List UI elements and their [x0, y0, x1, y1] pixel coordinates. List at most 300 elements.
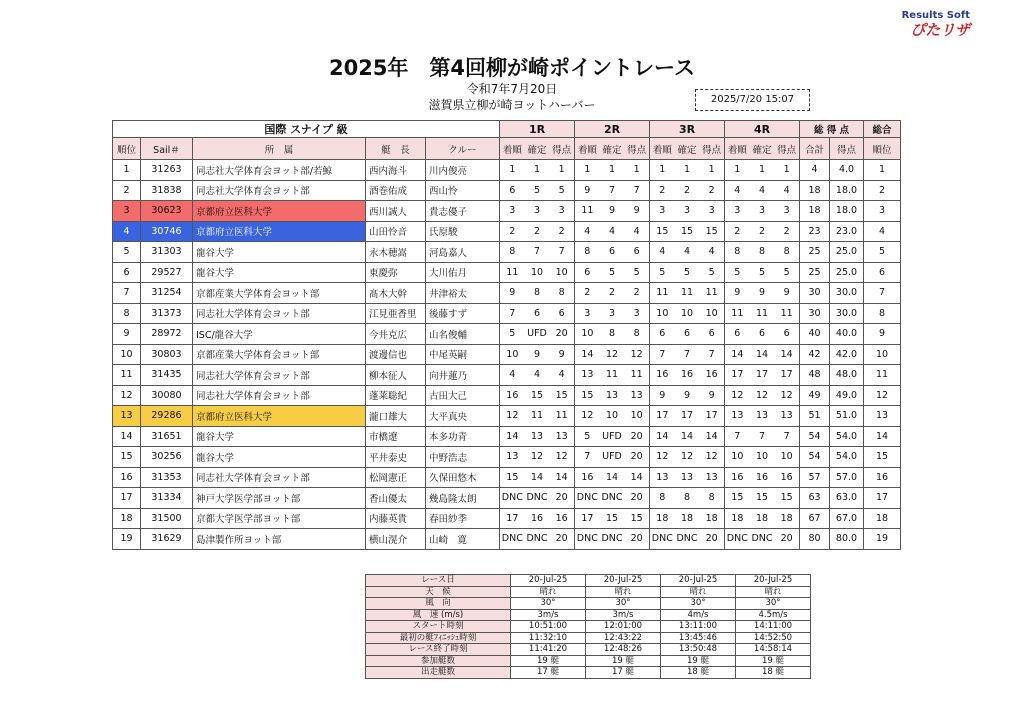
cell-sail: 29286: [141, 406, 193, 427]
race-value: 13: [680, 471, 694, 483]
cell-club: 神戸大学医学部ヨット部: [193, 488, 366, 509]
race-value: 2: [683, 184, 690, 196]
race-value: 7: [633, 184, 640, 196]
race-value: 10: [656, 307, 669, 319]
cell-total-sum: 80: [800, 529, 830, 550]
race-value: 18: [780, 512, 793, 524]
race-value: 8: [783, 246, 790, 258]
cell-overall-rank: 15: [864, 447, 901, 468]
race-subheader-label: 得点: [552, 144, 572, 156]
race-header-4: 4R: [725, 121, 800, 138]
cell-club: 島津製作所ヨット部: [193, 529, 366, 550]
race-value: 6: [533, 307, 540, 319]
cell-race-4: [725, 180, 800, 201]
race-value: 17: [656, 410, 669, 422]
cell-race-2: [575, 201, 650, 222]
cell-sail: 30803: [141, 344, 193, 365]
cell-sail: 31353: [141, 467, 193, 488]
logo: [902, 10, 970, 39]
race-value: 6: [659, 328, 666, 340]
cell-race-1: [500, 385, 575, 406]
table-row: [113, 385, 901, 406]
race-value: 8: [758, 246, 765, 258]
cell-crew: 久保田悠木: [426, 467, 500, 488]
info-value-race-2: 晴れ: [586, 586, 661, 598]
race-value: 12: [731, 389, 744, 401]
race-value: 12: [755, 389, 769, 401]
race-value: 10: [705, 307, 718, 319]
cell-rank: 19: [113, 529, 141, 550]
race-value: 17: [731, 369, 744, 381]
cell-crew: 河島嘉人: [426, 242, 500, 263]
race-value: 12: [680, 451, 694, 463]
cell-club: 京都府立医科大学: [193, 201, 366, 222]
cell-helm: 渡邊信也: [366, 344, 426, 365]
race-value: 7: [558, 246, 565, 258]
cell-crew: 大川佑月: [426, 262, 500, 283]
cell-crew: 本多功青: [426, 426, 500, 447]
cell-total-sum: 48: [800, 365, 830, 386]
table-row: [113, 221, 901, 242]
cell-club: 京都大学医学部ヨット部: [193, 508, 366, 529]
table-row: [113, 365, 901, 386]
race-value: 5: [734, 266, 741, 278]
info-label: 出走艇数: [366, 667, 511, 679]
race-value: 18: [731, 512, 744, 524]
table-row: [113, 160, 901, 181]
cell-club: 同志社大学体育会ヨット部: [193, 385, 366, 406]
race-value: 14: [581, 348, 594, 360]
cell-race-1: [500, 262, 575, 283]
race-value: 20: [555, 328, 568, 340]
race-value: 11: [605, 369, 619, 381]
race-value: 6: [558, 307, 565, 319]
cell-rank: 17: [113, 488, 141, 509]
total-subheader: 合計: [800, 138, 830, 160]
race-value: 16: [705, 369, 718, 381]
race-value: 12: [555, 451, 568, 463]
info-label: スタート時刻: [366, 621, 511, 633]
event-venue: 滋賀県立柳が崎ヨットハーバー: [428, 98, 596, 112]
info-value-race-2: 17 艇: [586, 667, 661, 679]
race-value: 15: [780, 492, 793, 504]
cell-total-points: 18.0: [830, 201, 864, 222]
cell-sail: 31373: [141, 303, 193, 324]
race-value: 2: [584, 287, 591, 299]
race-value: 11: [506, 266, 519, 278]
race-value: 20: [630, 533, 643, 545]
info-value-race-4: 18 艇: [736, 667, 811, 679]
cell-overall-rank: 3: [864, 201, 901, 222]
cell-race-4: [725, 242, 800, 263]
cell-sail: 30256: [141, 447, 193, 468]
race-value: 1: [584, 164, 591, 176]
table-row: [113, 283, 901, 304]
cell-club: 京都府立医科大学: [193, 221, 366, 242]
race-value: 18: [656, 512, 669, 524]
race-value: 4: [659, 246, 666, 258]
race-value: 11: [780, 307, 793, 319]
cell-club: 龍谷大学: [193, 262, 366, 283]
race-value: 9: [683, 389, 690, 401]
cell-crew: 古田大己: [426, 385, 500, 406]
cell-sail: 29527: [141, 262, 193, 283]
info-row: [366, 644, 811, 656]
info-value-race-1: 11:41:20: [511, 644, 586, 656]
race-value: 5: [633, 266, 640, 278]
race-value: 1: [783, 164, 790, 176]
race-subheader: [500, 138, 575, 160]
table-row: [113, 447, 901, 468]
race-value: 15: [656, 225, 669, 237]
cell-rank: 18: [113, 508, 141, 529]
cell-sail: 31435: [141, 365, 193, 386]
race-value: 11: [755, 307, 769, 319]
cell-overall-rank: 6: [864, 262, 901, 283]
info-value-race-2: 12:01:00: [586, 621, 661, 633]
cell-total-sum: 25: [800, 242, 830, 263]
cell-rank: 15: [113, 447, 141, 468]
info-value-race-4: 30°: [736, 598, 811, 610]
cell-club: 同志社大学体育会ヨット部: [193, 303, 366, 324]
race-value: 4: [758, 184, 765, 196]
race-value: 6: [734, 328, 741, 340]
race-value: 15: [630, 512, 643, 524]
race-value: 13: [630, 389, 643, 401]
race-subheader-label: 得点: [627, 144, 647, 156]
race-value: 9: [758, 287, 765, 299]
race-value: 4: [558, 369, 565, 381]
col-helm: 艇 長: [366, 138, 426, 160]
cell-helm: 西内海斗: [366, 160, 426, 181]
cell-rank: 4: [113, 221, 141, 242]
race-subheader-label: 着順: [652, 144, 672, 156]
race-value: 7: [509, 307, 516, 319]
race-value: 14: [630, 471, 643, 483]
cell-race-4: [725, 283, 800, 304]
table-row: [113, 406, 901, 427]
race-value: DNC: [651, 533, 673, 545]
race-value: 10: [555, 266, 568, 278]
cell-race-1: [500, 201, 575, 222]
info-value-race-1: 晴れ: [511, 586, 586, 598]
cell-total-sum: 30: [800, 303, 830, 324]
race-value: 7: [708, 348, 715, 360]
race-value: 16: [581, 471, 594, 483]
race-subheader-label: 得点: [702, 144, 722, 156]
race-value: 8: [708, 492, 715, 504]
cell-sail: 30080: [141, 385, 193, 406]
race-value: 17: [680, 410, 694, 422]
total-subheader: 得点: [830, 138, 864, 160]
info-value-race-4: 14:58:14: [736, 644, 811, 656]
cell-total-points: 42.0: [830, 344, 864, 365]
race-value: DNC: [726, 533, 748, 545]
cell-race-2: [575, 488, 650, 509]
info-value-race-2: 30°: [586, 598, 661, 610]
race-value: DNC: [601, 533, 623, 545]
cell-helm: 山田怜音: [366, 221, 426, 242]
cell-race-3: [650, 262, 725, 283]
cell-club: 同志社大学体育会ヨット部: [193, 467, 366, 488]
race-value: 2: [659, 184, 666, 196]
race-value: 2: [708, 184, 715, 196]
info-value-race-3: 20-Jul-25: [661, 575, 736, 587]
cell-race-3: [650, 385, 725, 406]
cell-overall-rank: 13: [864, 406, 901, 427]
race-subheader-label: 着順: [502, 144, 522, 156]
cell-race-4: [725, 406, 800, 427]
cell-helm: 瀧口雄大: [366, 406, 426, 427]
race-value: 2: [783, 225, 790, 237]
race-value: 3: [683, 205, 690, 217]
cell-race-1: [500, 447, 575, 468]
race-value: 9: [533, 348, 540, 360]
cell-total-sum: 49: [800, 385, 830, 406]
race-value: 5: [683, 266, 690, 278]
info-value-race-1: 3m/s: [511, 609, 586, 621]
table-row: [113, 180, 901, 201]
race-value: 5: [584, 430, 591, 442]
race-value: UFD: [527, 328, 547, 340]
race-subheader-label: 着順: [727, 144, 747, 156]
race-value: 11: [581, 205, 594, 217]
cell-club: 龍谷大学: [193, 242, 366, 263]
event-date: 令和7年7月20日: [466, 82, 558, 96]
cell-crew: 中尾英嗣: [426, 344, 500, 365]
race-value: 9: [708, 389, 715, 401]
race-value: 20: [555, 492, 568, 504]
race-value: 20: [780, 533, 793, 545]
race-value: 11: [530, 410, 544, 422]
cell-overall-rank: 2: [864, 180, 901, 201]
race-value: 5: [608, 266, 615, 278]
race-value: 13: [555, 430, 568, 442]
table-row: [113, 262, 901, 283]
info-value-race-3: 晴れ: [661, 586, 736, 598]
cell-club: 京都産業大学体育会ヨット部: [193, 283, 366, 304]
race-value: 12: [605, 348, 619, 360]
info-row: [366, 609, 811, 621]
info-label: 天 候: [366, 586, 511, 598]
table-row: [113, 488, 901, 509]
cell-race-2: [575, 262, 650, 283]
race-value: 7: [758, 430, 765, 442]
race-subheader: [650, 138, 725, 160]
race-value: 16: [680, 369, 694, 381]
class-name: 国際 スナイプ 級: [113, 121, 500, 138]
race-value: 8: [558, 287, 565, 299]
race-value: DNC: [601, 492, 623, 504]
cell-rank: 3: [113, 201, 141, 222]
race-value: 12: [780, 389, 793, 401]
cell-race-4: [725, 488, 800, 509]
info-value-race-3: 13:45:46: [661, 632, 736, 644]
cell-overall-rank: 1: [864, 160, 901, 181]
race-value: 2: [734, 225, 741, 237]
race-value: 8: [659, 492, 666, 504]
race-value: 17: [780, 369, 793, 381]
race-value: 14: [680, 430, 694, 442]
race-value: 18: [755, 512, 769, 524]
race-value: DNC: [501, 533, 523, 545]
cell-crew: 西山怜: [426, 180, 500, 201]
race-subheader-label: 確定: [527, 144, 547, 156]
cell-rank: 14: [113, 426, 141, 447]
race-value: 16: [555, 512, 568, 524]
cell-total-sum: 54: [800, 447, 830, 468]
cell-race-1: [500, 467, 575, 488]
race-value: 13: [506, 451, 519, 463]
cell-total-points: 67.0: [830, 508, 864, 529]
logo-text: Results Soft: [901, 10, 970, 21]
race-value: 3: [758, 205, 765, 217]
print-timestamp: 2025/7/20 15:07: [695, 89, 810, 111]
race-value: 20: [555, 533, 568, 545]
info-value-race-4: 14:11:00: [736, 621, 811, 633]
race-value: 9: [659, 389, 666, 401]
race-value: 6: [608, 246, 615, 258]
cell-total-sum: 42: [800, 344, 830, 365]
info-value-race-4: 14:52:50: [736, 632, 811, 644]
cell-total-sum: 63: [800, 488, 830, 509]
cell-total-points: 25.0: [830, 242, 864, 263]
race-value: 8: [608, 328, 615, 340]
cell-total-points: 80.0: [830, 529, 864, 550]
cell-race-1: [500, 344, 575, 365]
race-value: 4: [633, 225, 640, 237]
cell-rank: 13: [113, 406, 141, 427]
race-value: 2: [608, 287, 615, 299]
race-value: 8: [509, 246, 516, 258]
cell-race-3: [650, 324, 725, 345]
race-value: 10: [581, 328, 594, 340]
table-row: [113, 467, 901, 488]
info-value-race-1: 11:32:10: [511, 632, 586, 644]
race-value: 1: [633, 164, 640, 176]
race-value: UFD: [602, 451, 622, 463]
race-value: 14: [656, 430, 669, 442]
race-subheader-label: 確定: [602, 144, 622, 156]
race-value: 14: [731, 348, 744, 360]
cell-race-1: [500, 365, 575, 386]
overall-subheader: 順位: [864, 138, 901, 160]
cell-race-2: [575, 385, 650, 406]
cell-rank: 9: [113, 324, 141, 345]
race-value: 6: [683, 328, 690, 340]
info-value-race-1: 20-Jul-25: [511, 575, 586, 587]
race-value: 4: [734, 184, 741, 196]
race-value: 2: [633, 287, 640, 299]
cell-race-3: [650, 180, 725, 201]
cell-helm: 香山優太: [366, 488, 426, 509]
cell-race-1: [500, 508, 575, 529]
cell-crew: 春田紗季: [426, 508, 500, 529]
race-value: 5: [533, 184, 540, 196]
cell-total-sum: 51: [800, 406, 830, 427]
cell-helm: 今井克広: [366, 324, 426, 345]
info-row: [366, 621, 811, 633]
cell-overall-rank: 19: [864, 529, 901, 550]
race-value: DNC: [676, 533, 698, 545]
race-value: 1: [758, 164, 765, 176]
cell-overall-rank: 5: [864, 242, 901, 263]
race-value: 1: [533, 164, 540, 176]
table-row: [113, 529, 901, 550]
race-value: 7: [783, 430, 790, 442]
cell-sail: 31254: [141, 283, 193, 304]
race-value: 3: [608, 307, 615, 319]
cell-race-3: [650, 365, 725, 386]
race-value: 10: [680, 307, 694, 319]
cell-helm: 江見亜香里: [366, 303, 426, 324]
race-value: 3: [558, 205, 565, 217]
race-value: 7: [533, 246, 540, 258]
table-row: [113, 324, 901, 345]
cell-total-sum: 40: [800, 324, 830, 345]
cell-rank: 1: [113, 160, 141, 181]
info-value-race-3: 19 艇: [661, 655, 736, 667]
race-value: 8: [734, 246, 741, 258]
race-value: 4: [533, 369, 540, 381]
race-value: 3: [633, 307, 640, 319]
race-value: 18: [680, 512, 694, 524]
race-value: 12: [581, 410, 594, 422]
race-value: 1: [734, 164, 741, 176]
total-header: 総 得 点: [800, 121, 864, 138]
cell-race-4: [725, 365, 800, 386]
race-value: 14: [530, 471, 544, 483]
race-value: 7: [659, 348, 666, 360]
cell-helm: 西川誠人: [366, 201, 426, 222]
race-value: 5: [783, 266, 790, 278]
race-value: 4: [708, 246, 715, 258]
cell-total-points: 23.0: [830, 221, 864, 242]
race-value: 14: [705, 430, 718, 442]
race-value: 16: [656, 369, 669, 381]
info-value-race-1: 17 艇: [511, 667, 586, 679]
cell-race-4: [725, 262, 800, 283]
cell-race-1: [500, 221, 575, 242]
cell-sail: 31500: [141, 508, 193, 529]
cell-race-3: [650, 447, 725, 468]
cell-total-sum: 18: [800, 201, 830, 222]
cell-race-3: [650, 529, 725, 550]
cell-total-sum: 54: [800, 426, 830, 447]
cell-crew: 幾島隆太朗: [426, 488, 500, 509]
cell-total-points: 54.0: [830, 426, 864, 447]
cell-overall-rank: 10: [864, 344, 901, 365]
race-value: 14: [605, 471, 619, 483]
race-value: 9: [558, 348, 565, 360]
cell-total-points: 57.0: [830, 467, 864, 488]
cell-race-2: [575, 303, 650, 324]
race-subheader-label: 得点: [777, 144, 797, 156]
race-value: 6: [783, 328, 790, 340]
info-row: [366, 632, 811, 644]
race-value: 15: [530, 389, 544, 401]
race-value: 14: [506, 430, 519, 442]
cell-crew: 貴志優子: [426, 201, 500, 222]
race-value: 14: [755, 348, 769, 360]
cell-total-sum: 25: [800, 262, 830, 283]
race-value: 9: [584, 184, 591, 196]
race-value: 7: [683, 348, 690, 360]
race-header-2: 2R: [575, 121, 650, 138]
cell-helm: 蓬莱聡紀: [366, 385, 426, 406]
cell-race-1: [500, 529, 575, 550]
cell-overall-rank: 16: [864, 467, 901, 488]
